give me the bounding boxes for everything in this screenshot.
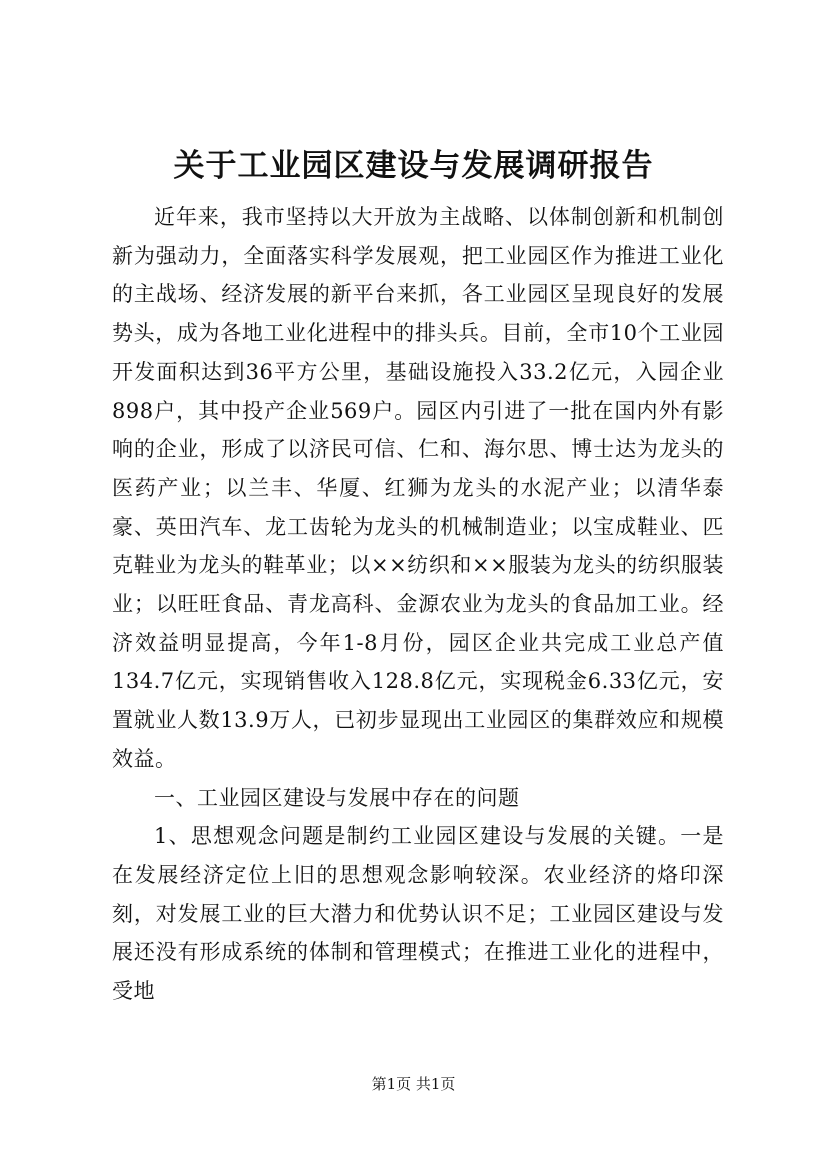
section-heading: 一、工业园区建设与发展中存在的问题 (154, 785, 520, 810)
document-title: 关于工业园区建设与发展调研报告 (173, 148, 654, 184)
paragraph-problem-1: 1、思想观念问题是制约工业园区建设与发展的关键。一是在发展经济定位上旧的思想观念影响较深。农业经济的烙印深刻，对发展工业的巨大潜力和优势认识不足；工业园区建设与发展还没有形成系统的体制和管理模式；在推进工业化的进程中，受地 (112, 824, 724, 1004)
page-footer: 第1页 共1页 (371, 1075, 456, 1093)
document-body (112, 198, 724, 1011)
paragraph-intro: 近年来，我市坚持以大开放为主战略、以体制创新和机制创新为强动力，全面落实科学发展观，把工业园区作为推进工业化的主战场、经济发展的新平台来抓，各工业园区呈现良好的发展势头，成为各地工业化进程中的排头兵。目前，全市10个工业园开发面积达到36平方公里，基础设施投入33.2亿元，入园企业898户，其中投产企业569户。园区内引进了一批在国内外有影响的企业，形成了以济民可信、仁和、海尔思、博士达为龙头的医药产业；以兰丰、华厦、红狮为龙头的水泥产业；以清华泰豪、英田汽车、龙工齿轮为龙头的机械制造业；以宝成鞋业、匹克鞋业为龙头的鞋革业；以××纺织和××服装为龙头的纺织服装业；以旺旺食品、青龙高科、金源农业为龙头的食品加工业。经济效益明显提高，今年1-8月份，园区企业共完成工业总产值134.7亿元，实现销售收入128.8亿元，实现税金6.33亿元，安置就业人数13.9万人，已初步显现出工业园区的集群效应和规模效益。 (112, 205, 724, 771)
